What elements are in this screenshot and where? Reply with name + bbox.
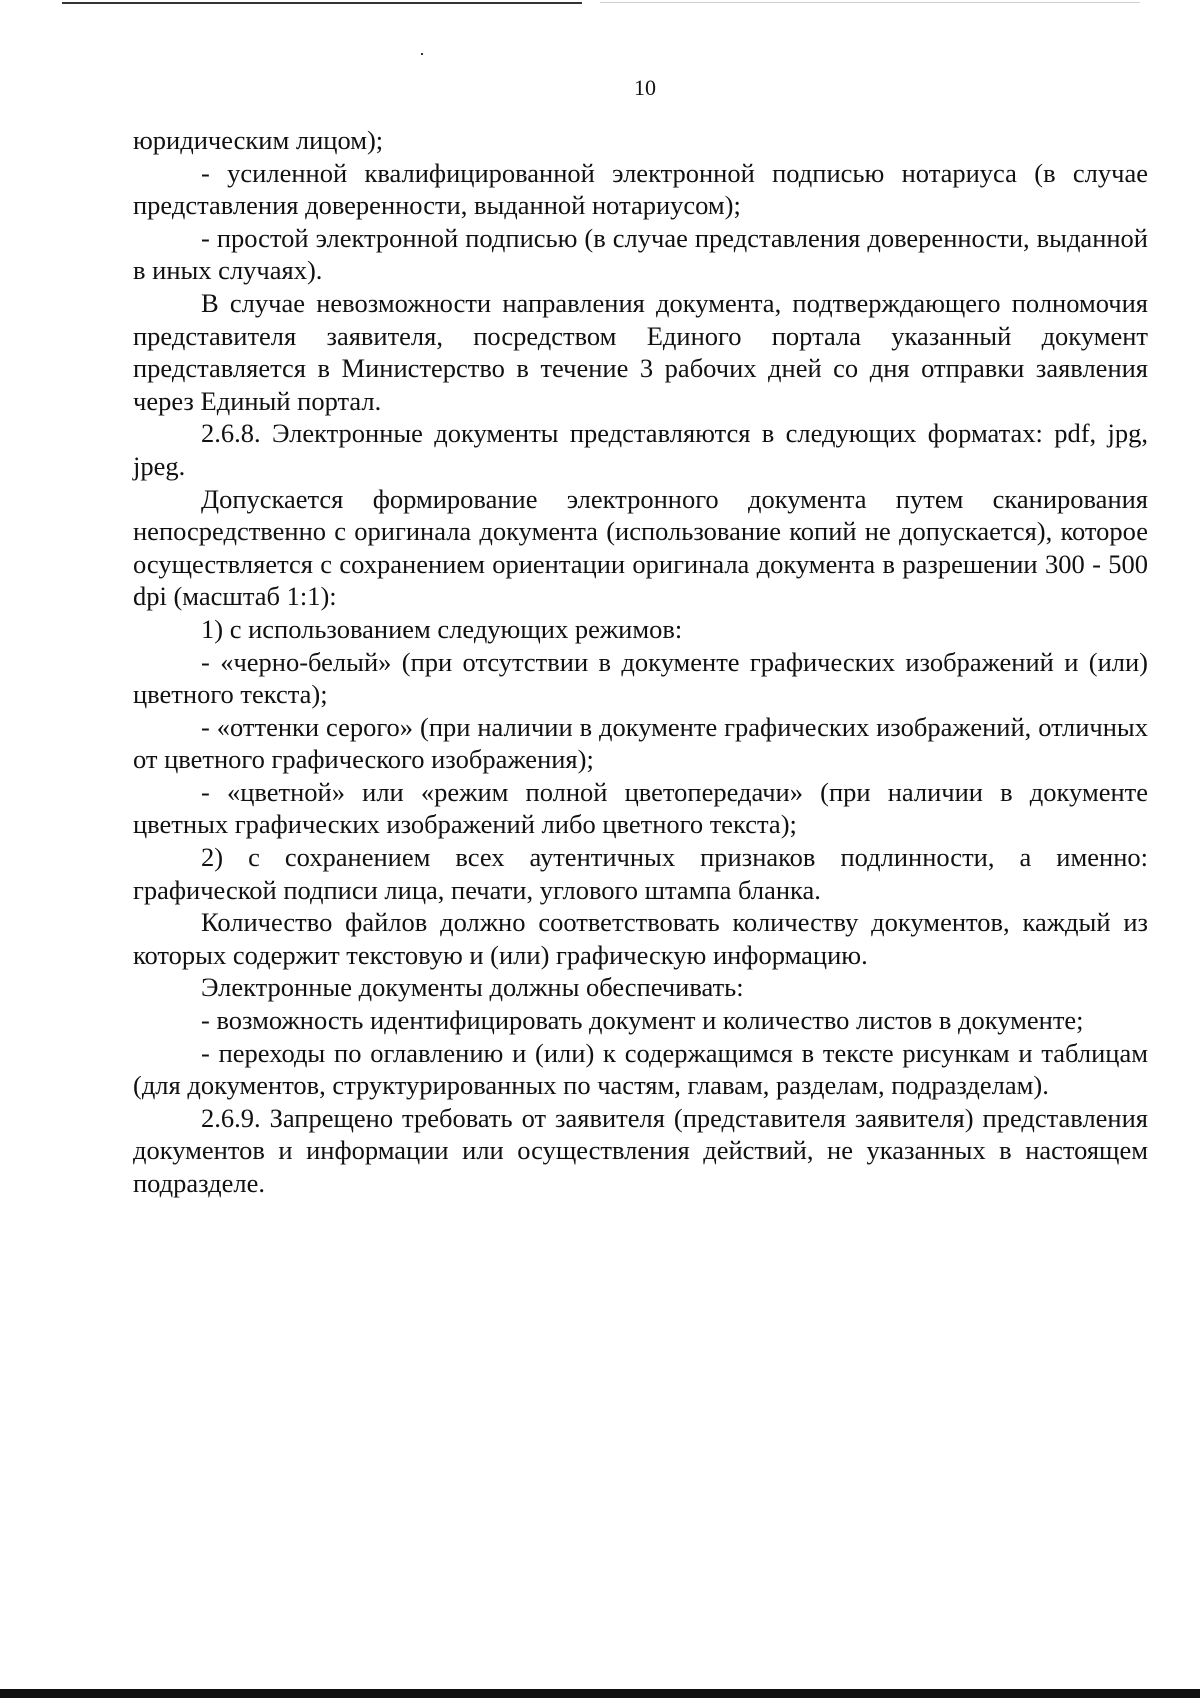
paragraph-9: - «оттенки серого» (при наличии в документе графических изображений, отличных от цветного графического изображения); (133, 711, 1148, 775)
paragraph-3: - простой электронной подписью (в случае представления доверенности, выданной в иных случаях). (133, 222, 1148, 286)
paragraph-12: Количество файлов должно соответствовать количеству документов, каждый из которых содержит текстовую и (или) графическую информацию. (133, 907, 1148, 970)
paragraph-10: - «цветной» или «режим полной цветопередачи» (при наличии в документе цветных графических изображений либо цветного текста); (133, 776, 1148, 840)
paragraph-13: Электронные документы должны обеспечивать: (201, 972, 744, 1003)
paragraph-11: 2) с сохранением всех аутентичных признаков подлинности, а именно: графической подписи лица, печати, углового штампа бланка. (133, 842, 1148, 905)
paragraph-1: юридическим лицом); (133, 125, 384, 155)
paragraph-16: 2.6.9. Запрещено требовать от заявителя (представителя заявителя) представления документов и информации или осуществления действий, не указанных в настоящем подразделе. (133, 1102, 1148, 1198)
scan-edge-bottom (0, 1689, 1200, 1698)
document-body (133, 124, 1148, 1200)
paragraph-4: В случае невозможности направления документа, подтверждающего полномочия представителя заявителя, посредством Единого портала указанный документ представляется в Министерство в течение 3 рабочих дней со дня отправки заявления через Единый портал. (133, 287, 1148, 416)
paragraph-14: - возможность идентифицировать документ и количество листов в документе; (201, 1005, 1084, 1036)
paragraph-7: 1) с использованием следующих режимов: (201, 613, 683, 644)
paragraph-5: 2.6.8. Электронные документы представляются в следующих форматах: pdf, jpg, jpeg. (133, 418, 1148, 481)
page-number: 10 (634, 75, 656, 100)
scan-edge-top-faint (600, 2, 1140, 3)
paragraph-8: - «черно-белый» (при отсутствии в документе графических изображений и (или) цветного текста); (133, 646, 1148, 710)
scan-speck (421, 53, 423, 55)
paragraph-2: - усиленной квалифицированной электронной подписью нотариуса (в случае представления доверенности, выданной нотариусом); (133, 157, 1148, 221)
paragraph-15: - переходы по оглавлению и (или) к содержащимся в тексте рисункам и таблицам (для документов, структурированных по частям, главам, разделам, подразделам). (133, 1037, 1148, 1101)
paragraph-6: Допускается формирование электронного документа путем сканирования непосредственно с оригинала документа (использование копий не допускается), которое осуществляется с сохранением ориентации оригинала документа в разрешении 300 - 500 dpi (масштаб 1:1): (133, 483, 1148, 612)
scan-edge-top (62, 2, 582, 4)
